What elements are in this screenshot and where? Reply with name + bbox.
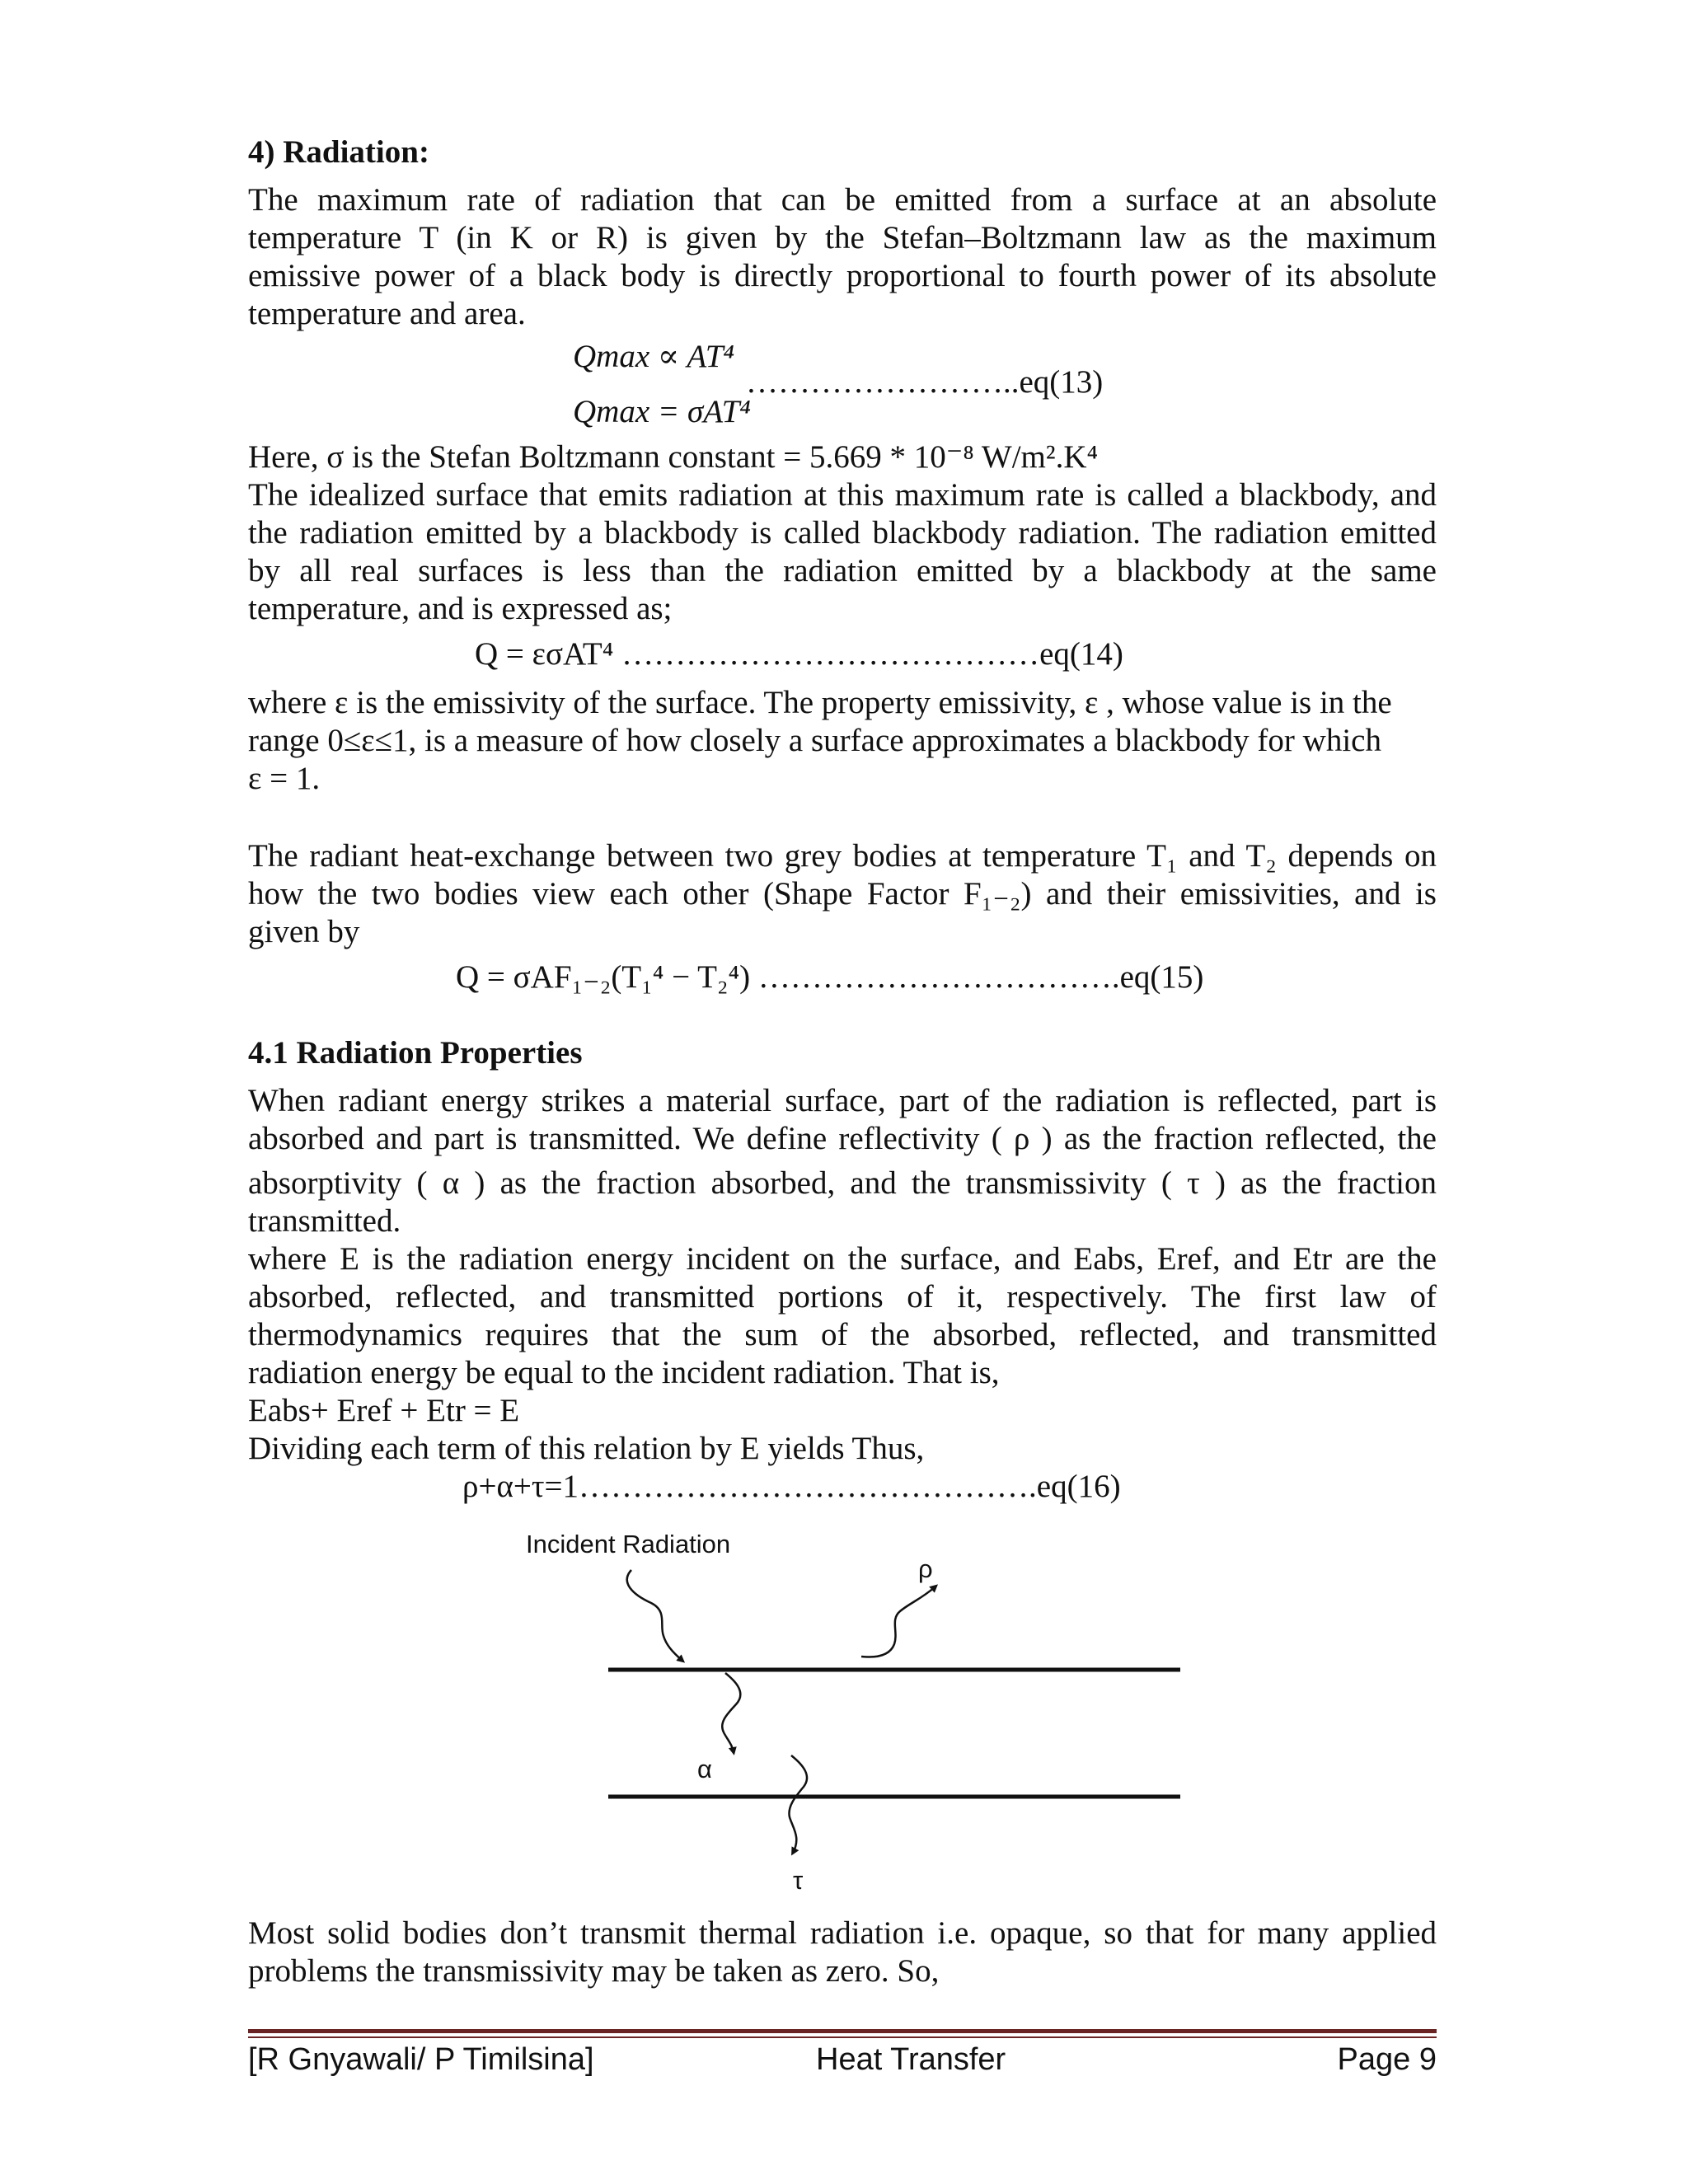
text-line: temperature, and is expressed as; <box>248 591 673 626</box>
text-line: ε = 1. <box>248 761 321 796</box>
text-line: temperature T (in K or R) is given by the Stefan–Boltzmann law as the maximum <box>248 220 1437 255</box>
subsection-heading: 4.1 Radiation Properties <box>248 1035 583 1071</box>
incident-arrow <box>627 1570 682 1661</box>
text-line: problems the transmissivity may be taken as zero. So, <box>248 1953 940 1989</box>
text-line: temperature and area. <box>248 296 526 331</box>
incident-radiation-label: Incident Radiation <box>526 1530 731 1558</box>
text-line: where E is the radiation energy incident on the surface, and Eabs, Eref, and Etr are the <box>248 1241 1437 1277</box>
reflectivity-label: ρ <box>918 1554 933 1583</box>
footer-rule-thick <box>248 2029 1437 2033</box>
text-line: emissive power of a black body is directly proportional to fourth power of its absolute <box>248 258 1437 293</box>
text-line: Most solid bodies don’t transmit thermal radiation i.e. opaque, so that for many applied <box>248 1915 1437 1951</box>
text-line: The maximum rate of radiation that can be emitted from a surface at an absolute <box>248 182 1437 218</box>
dividing-text: Dividing each term of this relation by E yields Thus, <box>248 1431 925 1466</box>
equation-16: ρ+α+τ=1…………………………………….eq(16) <box>462 1469 1121 1504</box>
section-heading: 4) Radiation: <box>248 134 429 170</box>
text-line: The idealized surface that emits radiation at this maximum rate is called a blackbody, and <box>248 477 1437 513</box>
footer-rule-thin <box>248 2036 1437 2038</box>
footer-subject: Heat Transfer <box>816 2042 1006 2077</box>
text-line: When radiant energy strikes a material surface, part of the radiation is reflected, part is <box>248 1083 1437 1118</box>
text-line: where ε is the emissivity of the surface. The property emissivity, ε , whose value is in the <box>248 685 1392 720</box>
text-line: The radiant heat-exchange between two grey bodies at temperature T₁ and T₂ depends on <box>248 838 1437 874</box>
footer-page-number: Page 9 <box>1337 2042 1437 2077</box>
transmissivity-label: τ <box>793 1866 804 1895</box>
absorbed-arrow <box>722 1673 740 1752</box>
equation-14: Q = εσAT⁴ …………………………………eq(14) <box>475 636 1123 672</box>
text-line: by all real surfaces is less than the radiation emitted by a blackbody at the same <box>248 553 1437 588</box>
text-line: how the two bodies view each other (Shape Factor F₁₋₂) and their emissivities, and is <box>248 876 1437 912</box>
equation-15: Q = σAF₁₋₂(T₁⁴ − T₂⁴) …………………………….eq(15) <box>456 959 1204 995</box>
equation-13-number: ……………………..eq(13) <box>746 364 1104 400</box>
transmitted-arrow <box>789 1755 807 1853</box>
text-line: range 0≤ε≤1, is a measure of how closely a surface approximates a blackbody for which <box>248 723 1381 758</box>
text-line: thermodynamics requires that the sum of the absorbed, reflected, and transmitted <box>248 1317 1437 1352</box>
text-line: absorbed and part is transmitted. We define reflectivity ( ρ ) as the fraction reflected, the <box>248 1121 1437 1156</box>
equation-13-line1: Qmax ∝ AT⁴ <box>573 339 734 374</box>
text-line: absorbed, reflected, and transmitted portions of it, respectively. The first law of <box>248 1279 1437 1315</box>
text-line: absorptivity ( α ) as the fraction absorbed, and the transmissivity ( τ ) as the fraction <box>248 1165 1437 1201</box>
text-line: given by <box>248 914 360 949</box>
footer-authors: [R Gnyawali/ P Timilsina] <box>248 2042 594 2077</box>
equation-13-line2: Qmax = σAT⁴ <box>573 394 751 429</box>
reflected-arrow <box>861 1586 935 1657</box>
absorptivity-label: α <box>697 1755 712 1783</box>
energy-sum-equation: Eabs+ Eref + Etr = E <box>248 1393 520 1428</box>
paragraph-opaque <box>248 1915 1437 1990</box>
stefan-boltzmann-constant: Here, σ is the Stefan Boltzmann constant = 5.669 * 10⁻⁸ W/m².K⁴ <box>248 439 1099 475</box>
text-line: transmitted. <box>248 1203 401 1239</box>
text-line: the radiation emitted by a blackbody is called blackbody radiation. The radiation emitted <box>248 515 1437 551</box>
text-line: radiation energy be equal to the incident radiation. That is, <box>248 1355 1000 1390</box>
